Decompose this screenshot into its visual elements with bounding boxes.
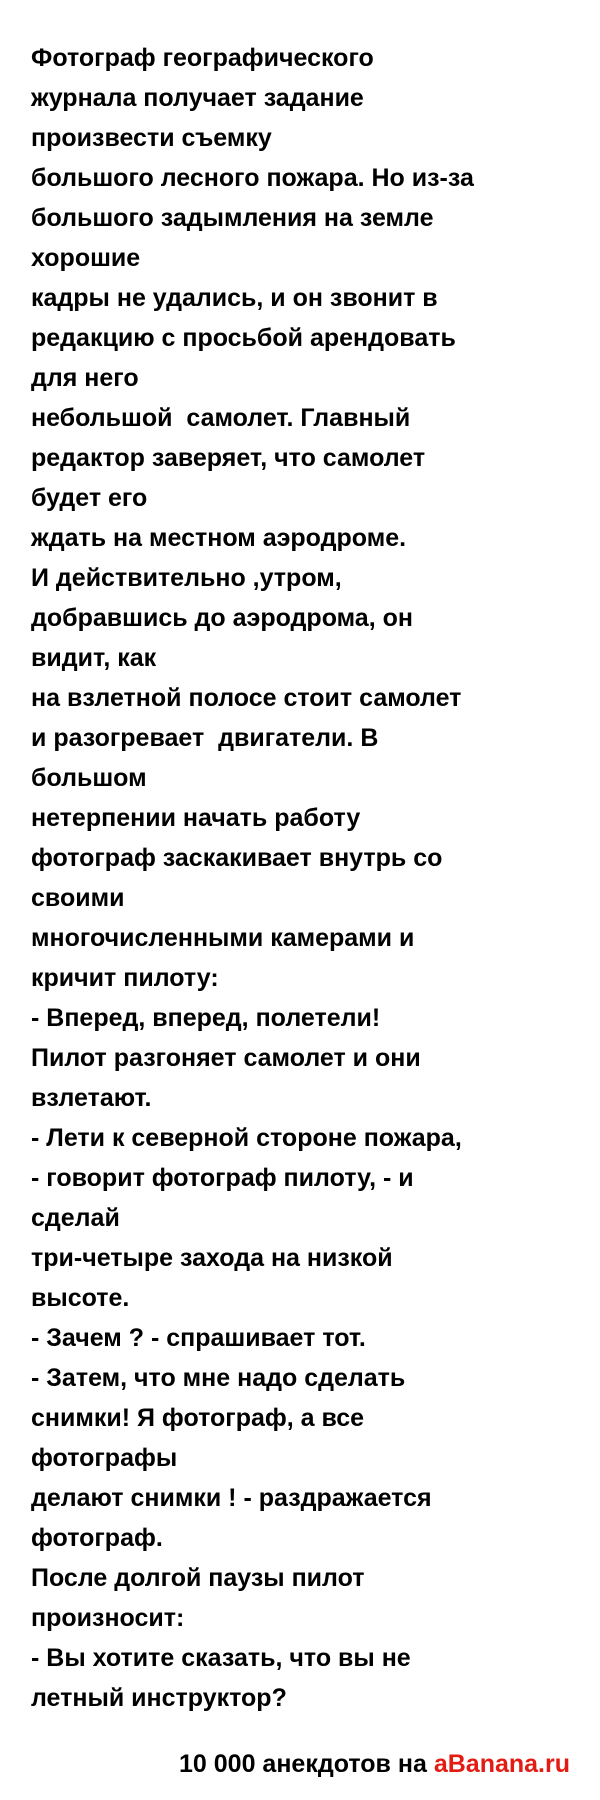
footer-caption: 10 000 анекдотов на: [179, 1750, 434, 1778]
joke-line: - Зачем ? - спрашивает тот.: [31, 1324, 366, 1352]
joke-line: высоте.: [31, 1284, 130, 1312]
joke-line: - Вперед, вперед, полетели!: [31, 1004, 381, 1032]
joke-line: - Затем, что мне надо сделать: [31, 1364, 406, 1392]
joke-line: будет его: [31, 484, 148, 512]
joke-line: многочисленными камерами и: [31, 924, 415, 952]
joke-line: большом: [31, 764, 147, 792]
joke-line: фотографы: [31, 1444, 178, 1472]
joke-line: хорошие: [31, 244, 141, 272]
joke-line: - говорит фотограф пилоту, - и: [31, 1164, 414, 1192]
joke-line: произносит:: [31, 1604, 185, 1632]
joke-line: и разогревает двигатели. В: [31, 724, 379, 752]
joke-line: снимки! Я фотограф, а все: [31, 1404, 365, 1432]
joke-line: три-четыре захода на низкой: [31, 1244, 393, 1272]
joke-line: большого задымления на земле: [31, 204, 434, 232]
joke-line: небольшой самолет. Главный: [31, 404, 411, 432]
joke-line: После долгой паузы пилот: [31, 1564, 365, 1592]
joke-line: большого лесного пожара. Но из-за: [31, 164, 474, 192]
joke-line: своими: [31, 884, 125, 912]
joke-line: взлетают.: [31, 1084, 152, 1112]
joke-line: журнала получает задание: [31, 84, 364, 112]
joke-line: фотограф заскакивает внутрь со: [31, 844, 443, 872]
brand-name: Banana.ru: [447, 1750, 570, 1778]
joke-line: делают снимки ! - раздражается: [31, 1484, 432, 1512]
joke-line: кадры не удались, и он звонит в: [31, 284, 438, 312]
site-link[interactable]: [434, 1750, 570, 1778]
joke-line: для него: [31, 364, 139, 392]
joke-line: И действительно ,утром,: [31, 564, 342, 592]
brand-letter-a: a: [433, 1750, 448, 1778]
joke-line: на взлетной полосе стоит самолет: [31, 684, 462, 712]
joke-line: редактор заверяет, что самолет: [31, 444, 426, 472]
joke-line: - Лети к северной стороне пожара,: [31, 1124, 462, 1152]
joke-line: нетерпении начать работу: [31, 804, 361, 832]
joke-line: добравшись до аэродрома, он: [31, 604, 413, 632]
joke-line: видит, как: [31, 644, 157, 672]
joke-line: летный инструктор?: [31, 1684, 287, 1712]
joke-line: произвести съемку: [31, 124, 272, 152]
joke-line: Фотограф географического: [31, 44, 374, 72]
joke-line: фотограф.: [31, 1524, 163, 1552]
joke-line: редакцию с просьбой арендовать: [31, 324, 456, 352]
joke-line: Пилот разгоняет самолет и они: [31, 1044, 421, 1072]
site-footer: [0, 1748, 570, 1780]
joke-line: кричит пилоту:: [31, 964, 219, 992]
joke-text: [31, 38, 571, 1718]
joke-line: сделай: [31, 1204, 120, 1232]
joke-line: - Вы хотите сказать, что вы не: [31, 1644, 411, 1672]
joke-line: ждать на местном аэродроме.: [31, 524, 407, 552]
